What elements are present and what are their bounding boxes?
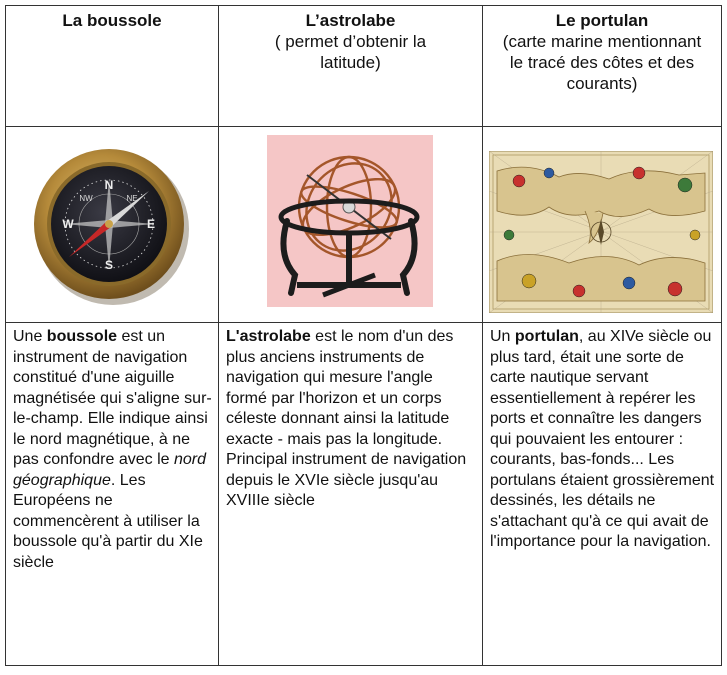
description-cell-astrolabe bbox=[219, 323, 483, 666]
column-title: Le portulan bbox=[555, 11, 649, 30]
astrolabe-image bbox=[267, 135, 433, 307]
image-cell-compass bbox=[6, 127, 219, 323]
image-row bbox=[6, 127, 722, 323]
description-text: est le nom d'un des plus anciens instruments de navigation qui mesure l'angle formé par l'horizon et un corps céleste donnant ainsi la latitude exacte - mais pas la longitude. Principal instrument de navigation depuis le XVIe siècle jusqu'au XVIIIe siècle bbox=[226, 328, 467, 509]
column-subtitle: ( permet d’obtenir la latitude) bbox=[274, 32, 427, 72]
description-emphasis: nord géographique bbox=[13, 451, 207, 489]
description-cell-compass bbox=[6, 323, 219, 666]
image-cell-portolan bbox=[483, 127, 722, 323]
description-text: . Les Européens ne commencèrent à utiliser la boussole qu'à partir du XIe siècle bbox=[13, 471, 203, 571]
compass-label-w: W bbox=[62, 217, 74, 231]
compass-label-ne: NE bbox=[126, 194, 138, 203]
header-row bbox=[6, 6, 722, 127]
header-cell-portolan bbox=[483, 6, 722, 127]
compass-label-s: S bbox=[104, 258, 114, 272]
compass-image bbox=[31, 139, 191, 309]
column-subtitle: (carte marine mentionnant le tracé des côtes et des courants) bbox=[502, 32, 702, 93]
description-keyword: boussole bbox=[46, 328, 118, 345]
header-cell-astrolabe bbox=[219, 6, 483, 127]
portolan-map-image bbox=[489, 151, 713, 313]
header-cell-compass bbox=[6, 6, 219, 127]
description-row bbox=[6, 323, 722, 666]
compass-label-n: N bbox=[104, 178, 114, 192]
description-lead: Un bbox=[490, 328, 515, 345]
column-title: La boussole bbox=[62, 11, 162, 30]
description-cell-portolan bbox=[483, 323, 722, 666]
description-text: , au XIVe siècle ou plus tard, était une sorte de carte nautique servant essentiellement à repérer les ports et connaître les dangers qui pouvaient les entourer : courants, bas-fonds... Les portulans étaient grossièrement dessinés, les détails ne s'attachant qu'à ce qui avait de l'importance pour la navigation. bbox=[490, 328, 715, 550]
compass-label-nw: NW bbox=[79, 194, 93, 203]
description-text: est un instrument de navigation constitué d'une aiguille magnétisée qui s'aligne sur-le-champ. Elle indique ainsi le nord magnétique, à ne pas confondre avec le bbox=[13, 328, 212, 468]
description-keyword: L'astrolabe bbox=[226, 328, 311, 345]
description-keyword: portulan bbox=[514, 328, 579, 345]
comparison-table bbox=[5, 5, 722, 666]
column-title: L’astrolabe bbox=[305, 11, 396, 30]
compass-label-e: E bbox=[146, 217, 156, 231]
image-cell-astrolabe bbox=[219, 127, 483, 323]
description-lead: Une bbox=[13, 328, 47, 345]
